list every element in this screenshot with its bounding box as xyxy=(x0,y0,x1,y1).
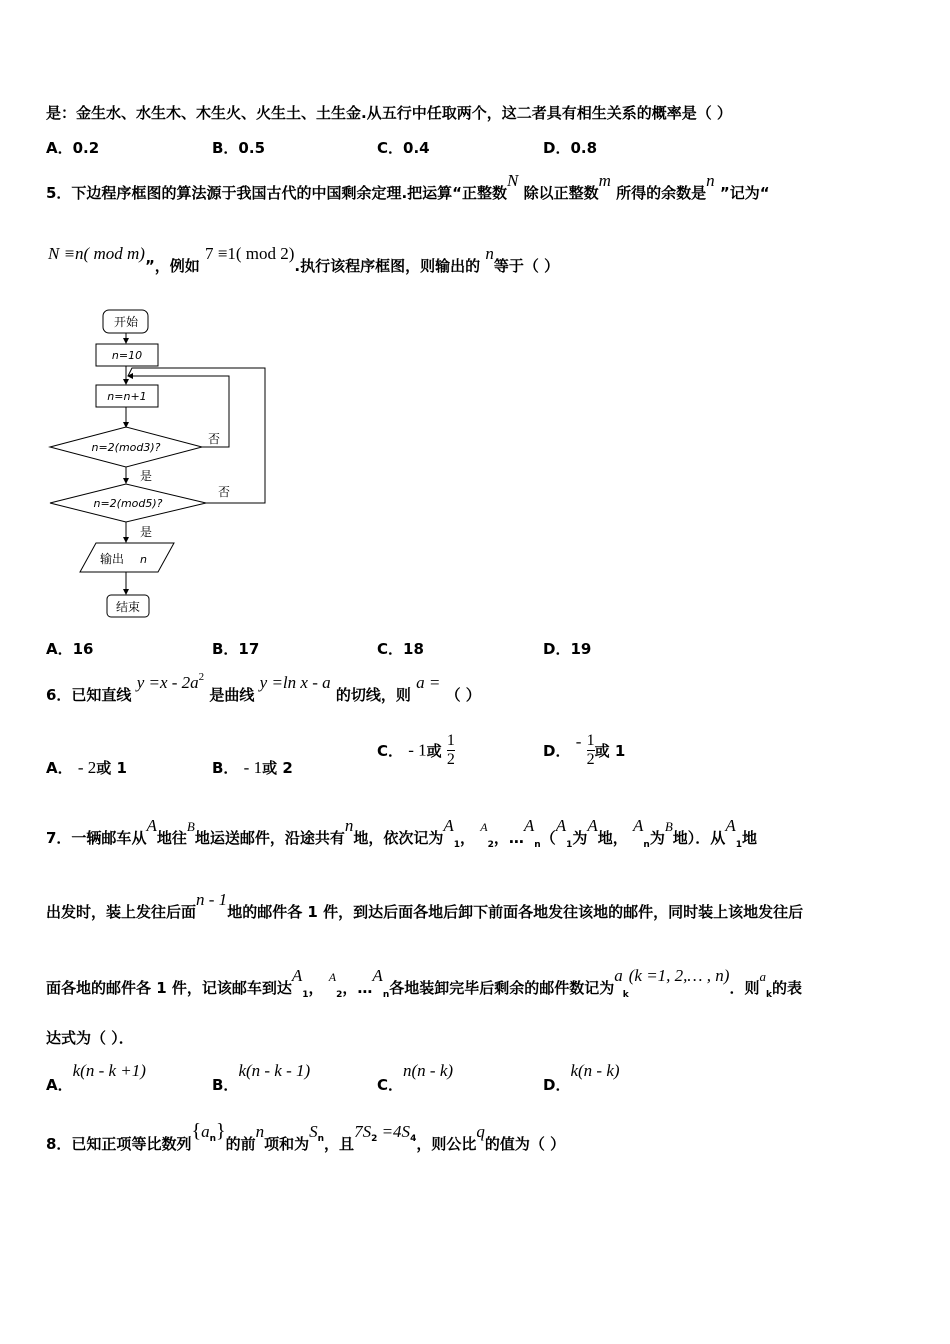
q5-option-a[interactable]: A．16 xyxy=(46,640,94,658)
q4-option-d[interactable]: D．0.8 xyxy=(543,139,598,157)
flow-yes-1: 是 xyxy=(140,469,153,483)
q5-line-2: N ≡n( mod m)”，例如 7 ≡1( mod 2).执行该程序框图，则输出的 n等于（ ） xyxy=(48,244,560,275)
flow-output-box xyxy=(80,543,174,572)
flow-start-label: 开始 xyxy=(113,315,139,329)
q7-option-b[interactable]: B．k(n - k - 1) xyxy=(212,1061,311,1094)
flow-output-label: 输出 xyxy=(100,552,125,566)
q7-option-a[interactable]: A．k(n - k +1) xyxy=(46,1061,146,1094)
flow-init-label: n=10 xyxy=(111,349,143,362)
q6-option-d[interactable]: D． - $\frac{1}{2}$ 或 1 xyxy=(543,732,626,768)
q6-option-a[interactable]: A． - 2或 1 xyxy=(46,758,127,777)
q4-option-a[interactable]: A．0.2 xyxy=(46,139,100,157)
q4-text: 是：金生水、水生木、木生火、火生土、土生金.从五行中任取两个，这二者具有相生关系的概率是（ ） xyxy=(46,104,732,122)
q6-stem: 6．已知直线 $y =x - 2a^2$ 是曲线 y =ln x - a 的切线，则 a = （ ） xyxy=(46,671,481,704)
flow-cond1-label: n=2(mod3)? xyxy=(91,441,161,454)
flow-inc-label: n=n+1 xyxy=(107,390,147,403)
q4-option-b[interactable]: B．0.5 xyxy=(212,139,266,157)
q7-line-3: 面各地的邮件各 1 件，记该邮车到达$A_1$， $^A_2$，$\dots A_n$各地装卸完毕后剩余的邮件数记为$a_k(k =1$, 2,… , n)．则$a_k$的表 xyxy=(46,966,802,1000)
flow-no-2: 否 xyxy=(218,485,231,499)
q7-line-2: 出发时，装上发往后面n - 1地的邮件各 1 件，到达后面各地后卸下前面各地发往该地的邮件，同时装上该地发往后 xyxy=(46,890,804,921)
q5-option-b[interactable]: B．17 xyxy=(212,640,260,658)
flow-no-1: 否 xyxy=(208,432,221,446)
q5-option-c[interactable]: C．18 xyxy=(377,640,424,658)
q7-option-c[interactable]: C．n(n - k) xyxy=(377,1061,454,1094)
q8-stem: 8．已知正项等比数列$\{a^n\}$的前n项和为$S^n$，且$7S^2 =4S^4$，则公比q的值为（ ） xyxy=(46,1120,566,1153)
q6-option-c[interactable]: C． - 1或 $\frac{1}{2}$ xyxy=(377,732,455,768)
q5-option-d[interactable]: D．19 xyxy=(543,640,592,658)
q7-line-4: 达式为（ ）． xyxy=(46,1029,134,1047)
flow-output-var: n xyxy=(140,553,147,566)
q7-line-1: 7．一辆邮车从A地往B地运送邮件，沿途共有n地，依次记为$A_1$， $^A_2$，$\dots A_n(A_1$为A地， $A_n$为B地）．从$A_1$地 xyxy=(46,816,757,850)
q6-c-fraction: $\frac{1}{2}$ xyxy=(446,732,455,768)
q5-line-1: 5．下边程序框图的算法源于我国古代的中国剩余定理.把运算“正整数N 除以正整数m 所得的余数是n ”记为“ xyxy=(46,171,770,202)
q7-option-d[interactable]: D．k(n - k) xyxy=(543,1061,620,1094)
flow-end-label: 结束 xyxy=(115,600,141,614)
q4-option-c[interactable]: C．0.4 xyxy=(377,139,430,157)
flow-yes-2: 是 xyxy=(140,525,153,539)
flowchart xyxy=(40,300,280,630)
q6-option-b[interactable]: B． - 1或 2 xyxy=(212,758,293,777)
q6-d-fraction: $\frac{1}{2}$ xyxy=(586,732,595,768)
flow-cond2-label: n=2(mod5)? xyxy=(93,497,163,510)
